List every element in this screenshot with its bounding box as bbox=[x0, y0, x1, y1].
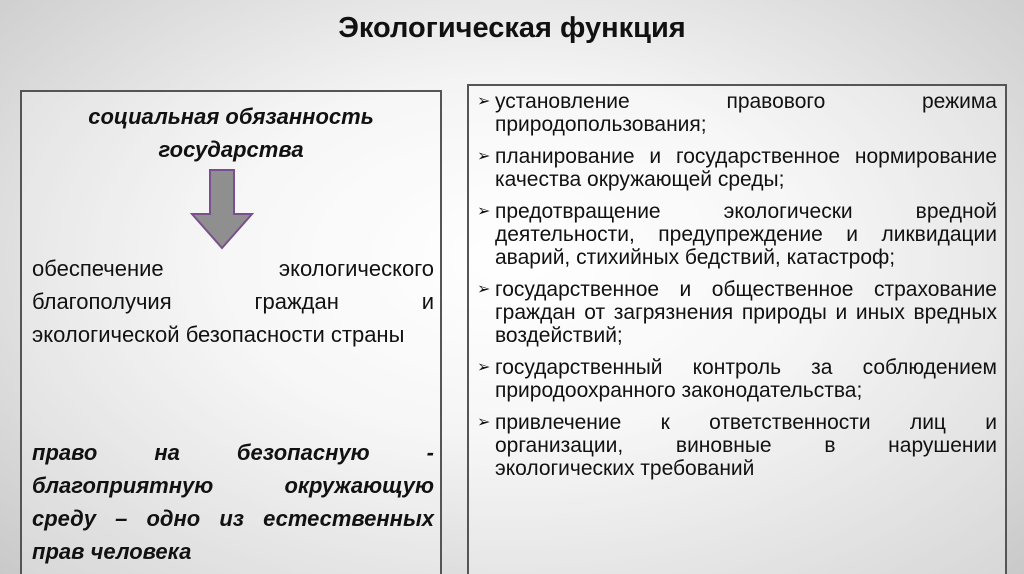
left-panel bbox=[20, 90, 442, 574]
arrow-bullet-icon: ➢ bbox=[477, 203, 491, 220]
list-item bbox=[477, 145, 997, 191]
arrow-bullet-icon: ➢ bbox=[477, 414, 491, 431]
list-item-text: предотвращение экологически вредной деятельности, предупреждение и ликвидации аварий, стихийных бедствий, катастроф; bbox=[495, 200, 997, 269]
list-item bbox=[477, 411, 997, 480]
list-item bbox=[477, 356, 997, 402]
down-arrow-icon bbox=[190, 168, 254, 250]
arrow-bullet-icon: ➢ bbox=[477, 148, 491, 165]
list-item-text: планирование и государственное нормирование качества окружающей среды; bbox=[495, 145, 997, 191]
arrow-bullet-icon: ➢ bbox=[477, 359, 491, 376]
list-item-text: установление правового режима природопользования; bbox=[495, 90, 997, 136]
list-item-text: государственный контроль за соблюдением природоохранного законодательства; bbox=[495, 356, 997, 402]
functions-list bbox=[477, 90, 997, 489]
list-item bbox=[477, 200, 997, 269]
human-right-text: право на безопасную - благоприятную окружающую среду – одно из естественных прав человека bbox=[32, 440, 434, 564]
arrow-bullet-icon: ➢ bbox=[477, 93, 491, 110]
right-panel bbox=[467, 84, 1007, 574]
list-item-text: государственное и общественное страхование граждан от загрязнения природы и иных вредных воздействий; bbox=[495, 278, 997, 347]
social-duty-heading: социальная обязанность государства bbox=[88, 104, 374, 162]
list-item-text: привлечение к ответственности лиц и организации, виновные в нарушении экологических требований bbox=[495, 411, 997, 480]
provision-text: обеспечение экологического благополучия граждан и экологической безопасности страны bbox=[32, 256, 434, 347]
list-item bbox=[477, 278, 997, 347]
slide-title: Экологическая функция bbox=[338, 12, 686, 44]
arrow-bullet-icon: ➢ bbox=[477, 281, 491, 298]
list-item bbox=[477, 90, 997, 136]
